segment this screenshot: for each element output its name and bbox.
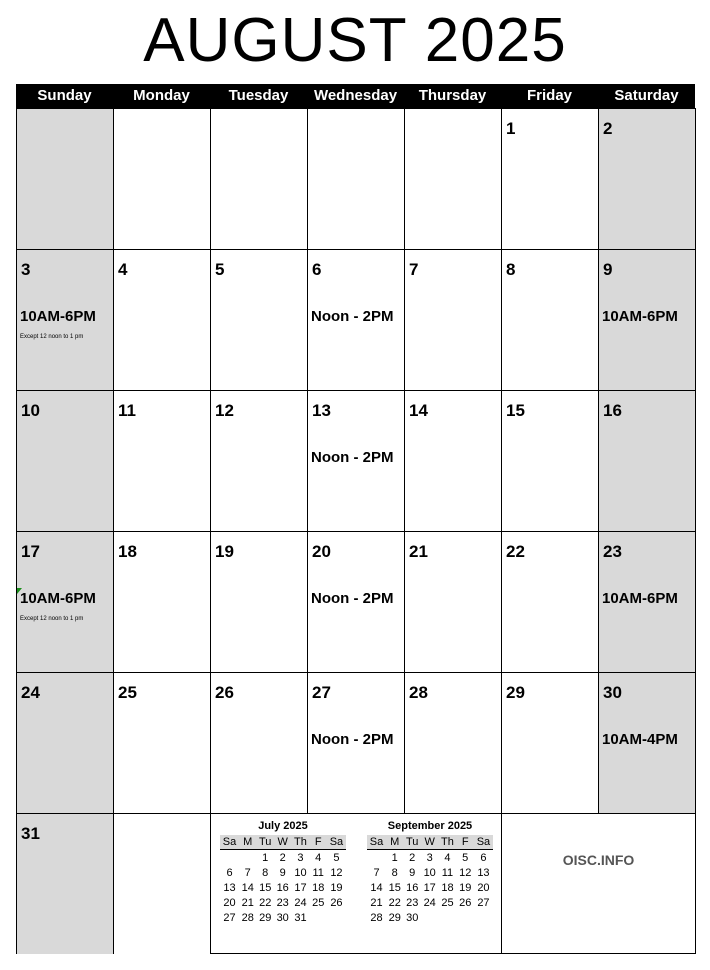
day-cell	[502, 249, 599, 390]
day-cell	[502, 108, 599, 249]
mini-calendar-day: 25	[312, 896, 325, 909]
mini-calendar-day: 6	[480, 851, 487, 864]
mini-calendar-day	[327, 910, 346, 925]
day-cell	[211, 672, 308, 813]
mini-calendar-weekday: Th	[438, 835, 456, 850]
mini-calendar-day: 5	[333, 851, 340, 864]
mini-calendar-day: 15	[259, 881, 272, 894]
mini-calendar-day	[239, 850, 256, 866]
day-cell	[114, 390, 211, 531]
day-number: 23	[603, 542, 622, 561]
event-hours: 10AM-6PM	[602, 590, 678, 607]
mini-calendar-day: 14	[370, 881, 383, 894]
day-number: 27	[312, 683, 331, 702]
day-cell	[211, 531, 308, 672]
mini-calendar-day: 19	[459, 881, 472, 894]
mini-calendar-day: 29	[259, 911, 272, 924]
mini-calendar-day	[367, 850, 386, 866]
mini-calendar-day: 28	[241, 911, 254, 924]
day-cell	[17, 672, 114, 813]
day-number: 26	[215, 683, 234, 702]
day-cell	[405, 108, 502, 249]
mini-calendar-day	[421, 910, 438, 925]
mini-calendar-day: 21	[241, 896, 254, 909]
mini-calendar-weekday: Sa	[327, 835, 346, 850]
mini-calendar-day: 26	[459, 896, 472, 909]
mini-calendar-day: 31	[294, 911, 307, 924]
day-number: 2	[603, 119, 613, 138]
day-cell	[502, 531, 599, 672]
mini-calendar-day: 5	[462, 851, 469, 864]
day-cell	[114, 672, 211, 813]
day-number: 4	[118, 260, 128, 279]
day-cell	[405, 390, 502, 531]
mini-calendar-day: 27	[477, 896, 490, 909]
day-number: 20	[312, 542, 331, 561]
mini-calendar-day: 13	[477, 866, 490, 879]
mini-calendar	[367, 820, 493, 925]
day-number: 8	[506, 260, 516, 279]
mini-calendar-weekday: Sa	[367, 835, 386, 850]
weekday-friday: Friday	[526, 87, 572, 104]
comment-marker-icon	[17, 588, 22, 594]
mini-calendar-day: 10	[294, 866, 307, 879]
day-cell	[211, 390, 308, 531]
weekday-wednesday: Wednesday	[313, 87, 398, 104]
mini-calendar-day: 30	[276, 911, 289, 924]
mini-calendar-day: 22	[388, 896, 401, 909]
weekday-saturday: Saturday	[614, 87, 679, 104]
mini-calendar-day: 6	[226, 866, 233, 879]
mini-calendar-day	[438, 910, 456, 925]
mini-calendar-day: 3	[426, 851, 433, 864]
mini-calendar-day	[474, 910, 493, 925]
mini-calendar-weekday: W	[274, 835, 291, 850]
mini-calendar-day: 16	[276, 881, 289, 894]
mini-calendar-weekday: F	[310, 835, 327, 850]
mini-calendar-day: 12	[330, 866, 343, 879]
day-number: 30	[603, 683, 622, 702]
day-number: 6	[312, 260, 322, 279]
mini-calendar-day: 30	[406, 911, 419, 924]
mini-calendar-day: 12	[459, 866, 472, 879]
mini-calendar-day: 21	[370, 896, 383, 909]
day-number: 14	[409, 401, 428, 420]
mini-calendar-day: 4	[444, 851, 451, 864]
mini-calendar-weekday: Sa	[220, 835, 239, 850]
day-number: 28	[409, 683, 428, 702]
day-cell	[308, 390, 405, 531]
day-cell	[599, 390, 696, 531]
day-cell	[502, 390, 599, 531]
mini-calendar-weekday: Th	[291, 835, 309, 850]
event-hours: Noon - 2PM	[311, 590, 394, 607]
mini-calendar-day	[310, 910, 327, 925]
mini-calendar-day: 14	[241, 881, 254, 894]
day-number: 18	[118, 542, 137, 561]
mini-calendar-day: 8	[262, 866, 269, 879]
mini-calendar-day: 9	[409, 866, 416, 879]
day-number: 15	[506, 401, 525, 420]
site-label: OISC.INFO	[562, 852, 635, 868]
mini-calendar-day: 20	[223, 896, 236, 909]
mini-calendar-day: 18	[441, 881, 454, 894]
mini-calendar-day: 26	[330, 896, 343, 909]
mini-calendar-day: 4	[315, 851, 322, 864]
event-hours: 10AM-6PM	[602, 308, 678, 325]
event-hours: 10AM-4PM	[602, 731, 678, 748]
day-number: 24	[21, 683, 40, 702]
day-cell	[308, 531, 405, 672]
mini-calendar-title: September 2025	[387, 820, 473, 832]
mini-calendar-weekday: Tu	[403, 835, 421, 850]
site-cell	[502, 813, 696, 954]
day-cell	[308, 672, 405, 813]
day-cell	[114, 108, 211, 249]
day-number: 25	[118, 683, 137, 702]
mini-calendar-day: 10	[423, 866, 436, 879]
day-cell	[599, 108, 696, 249]
day-cell	[405, 249, 502, 390]
day-number: 12	[215, 401, 234, 420]
event-hours: Noon - 2PM	[311, 731, 394, 748]
day-cell	[405, 672, 502, 813]
mini-calendar-day: 23	[406, 896, 419, 909]
day-cell	[114, 531, 211, 672]
weekday-tuesday: Tuesday	[228, 87, 289, 104]
mini-calendar-day: 11	[441, 866, 454, 879]
mini-calendar-weekday: Sa	[474, 835, 493, 850]
event-hours: 10AM-6PM	[20, 590, 96, 607]
mini-calendar-day: 29	[388, 911, 401, 924]
mini-calendar-day: 9	[279, 866, 286, 879]
mini-calendar-day: 8	[391, 866, 398, 879]
day-cell	[17, 108, 114, 249]
mini-calendar-day: 7	[244, 866, 251, 879]
day-cell	[308, 108, 405, 249]
day-cell	[211, 108, 308, 249]
day-number: 31	[21, 824, 40, 843]
day-cell	[211, 249, 308, 390]
weekday-sunday: Sunday	[37, 87, 92, 104]
event-note: Except 12 noon to 1 pm	[20, 334, 84, 340]
day-cell	[405, 531, 502, 672]
day-cell	[599, 531, 696, 672]
day-number: 19	[215, 542, 234, 561]
weekday-header	[16, 84, 695, 108]
event-hours: Noon - 2PM	[311, 449, 394, 466]
mini-calendar-day: 1	[262, 851, 269, 864]
day-cell	[17, 390, 114, 531]
mini-calendar-weekday: W	[421, 835, 438, 850]
mini-calendar-day: 19	[330, 881, 343, 894]
day-number: 21	[409, 542, 428, 561]
day-cell	[17, 249, 114, 390]
day-cell	[308, 249, 405, 390]
day-number: 29	[506, 683, 525, 702]
mini-calendar	[220, 820, 346, 925]
mini-calendar-day: 20	[477, 881, 490, 894]
day-cell	[17, 813, 114, 954]
mini-calendar-day: 17	[423, 881, 436, 894]
mini-calendar-day: 18	[312, 881, 325, 894]
mini-calendar-day: 1	[391, 851, 398, 864]
mini-calendars	[211, 813, 502, 954]
day-number: 1	[506, 119, 516, 138]
day-number: 16	[603, 401, 622, 420]
day-number: 10	[21, 401, 40, 420]
mini-calendar-day: 11	[312, 866, 324, 879]
mini-calendar-day: 7	[373, 866, 380, 879]
mini-calendar-day: 17	[294, 881, 307, 894]
day-cell	[114, 813, 211, 954]
day-number: 17	[21, 542, 40, 561]
mini-calendar-day: 15	[388, 881, 401, 894]
mini-calendar-day: 13	[223, 881, 236, 894]
mini-calendar-day: 28	[370, 911, 383, 924]
day-cell	[599, 249, 696, 390]
weekday-thursday: Thursday	[418, 87, 487, 104]
event-note: Except 12 noon to 1 pm	[20, 616, 84, 622]
mini-calendar-day: 23	[276, 896, 289, 909]
mini-calendar-day: 2	[409, 851, 416, 864]
mini-calendar-day: 24	[294, 896, 307, 909]
day-number: 9	[603, 260, 613, 279]
mini-calendar-title: July 2025	[258, 820, 308, 832]
day-number: 7	[409, 260, 419, 279]
day-number: 3	[21, 260, 31, 279]
mini-calendar-day: 16	[406, 881, 419, 894]
day-cell	[502, 672, 599, 813]
calendar-title: AUGUST 2025	[143, 6, 567, 75]
mini-calendar-day: 22	[259, 896, 272, 909]
mini-calendar-day: 2	[279, 851, 286, 864]
day-number: 13	[312, 401, 331, 420]
weekday-monday: Monday	[133, 87, 190, 104]
mini-calendar-day: 24	[423, 896, 436, 909]
day-number: 5	[215, 260, 225, 279]
day-cell	[599, 672, 696, 813]
day-number: 22	[506, 542, 525, 561]
calendar-grid	[16, 108, 695, 954]
mini-calendar-day: 27	[223, 911, 236, 924]
mini-calendar-weekday: Tu	[256, 835, 274, 850]
mini-calendar-weekday: M	[239, 835, 256, 850]
mini-calendar-day	[457, 910, 474, 925]
event-hours: 10AM-6PM	[20, 308, 96, 325]
day-cell	[17, 531, 114, 672]
mini-calendar-day	[220, 850, 239, 866]
mini-calendar-day: 25	[441, 896, 454, 909]
day-number: 11	[118, 401, 136, 420]
day-cell	[114, 249, 211, 390]
mini-calendar-weekday: M	[386, 835, 403, 850]
mini-calendar-weekday: F	[457, 835, 474, 850]
mini-calendar-day: 3	[297, 851, 304, 864]
event-hours: Noon - 2PM	[311, 308, 394, 325]
